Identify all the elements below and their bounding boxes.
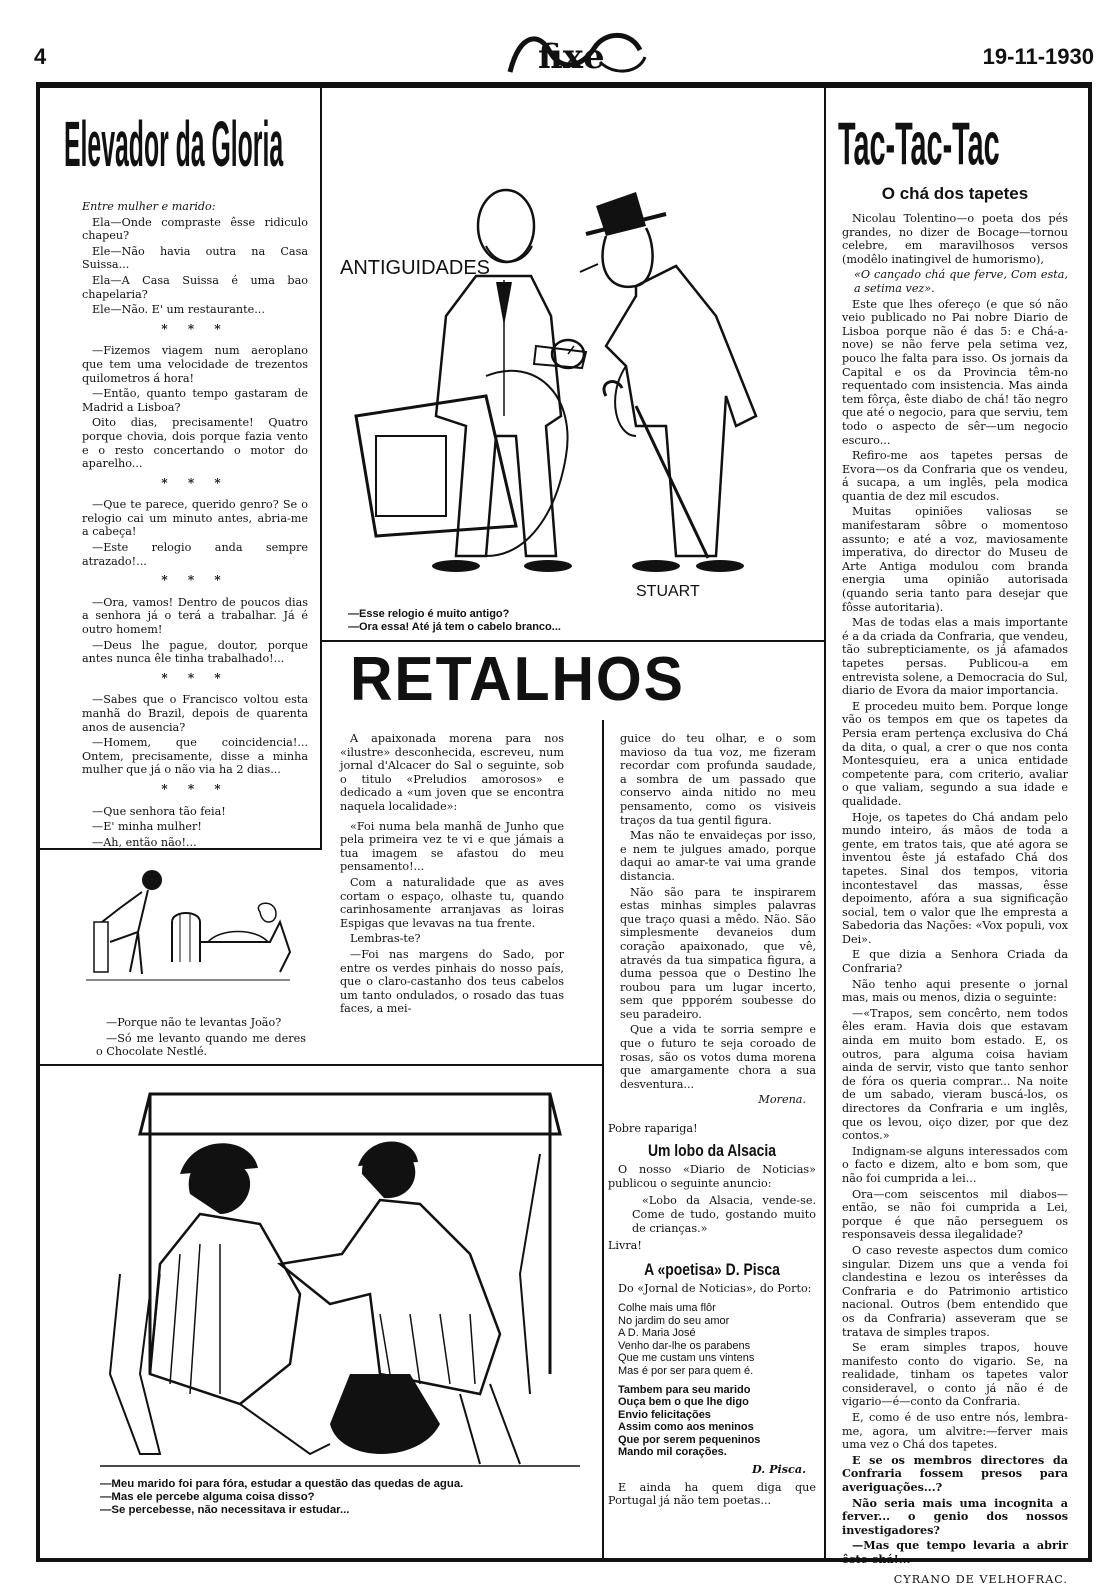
retalhos-col2 [620,732,816,1107]
paragraph: —Sabes que o Francisco voltou esta manhã do Brazil, depois de quarenta anos de ausencia? [82,693,308,734]
waterfall-caption-line: —Meu marido foi para fóra, estudar a questão das quedas de agua. [100,1478,464,1490]
paragraph: —Que te parece, querido genro? Se o relogio cai um minuto antes, abria-me a cabeça! [82,498,308,539]
verse-line: Que me custam uns vintens [618,1352,755,1365]
poem-stanza-1 [618,1302,816,1378]
paragraph: Refiro-me aos tapetes persas de Evora—os da Confraria que os vendeu, á sucapa, a um inglês, pela modica quantia de dez mil escudos. [842,449,1068,503]
paragraph: O caso reveste aspectos dum comico singular. Dizem uns que a venda foi clandestina e lezou os interêsses da Confraria e do Patrimonio artistico nacional. Outros (bem entendido que os da Confraria) asseveram que se tratava de simples trapos. [842,1243,1068,1339]
tactac-text [842,212,1068,1586]
paragraph: Este que lhes ofereço (e que só não veio publicado no Pai nobre Diario de Lisboa porque não é das 5: e Chá-a-nove) se não ferve pela setima vez, pouco lhe falta para isso. Os jornais da Capital e os da Provincia têm-no requentado com insistencia. Mas ainda tem fôrça, êste diabo de chá! tão negro que até o negocio, para que serviu, tem todo o aspecto de sêr—um negocio escuro... [842,297,1068,447]
paragraph: Entre mulher e marido: [82,200,216,213]
paragraph: Hoje, os tapetes do Chá andam pelo mundo inteiro, ás mãos de toda a gente, em tratos tais, que até agora se inventou êste já estafado Chá dos tapetes. Sinal dos tempos, vitoria incontestavel das massas, êsse depoimento, afóra a sua significação social, tem o valor que lhe empresta a Sabedoria das Nações: «Vox populi, vox Dei». [842,810,1068,946]
tactac-signature: CYRANO DE VELHOFRAC. [893,1572,1068,1586]
elevador-text [82,200,308,851]
verse-line: Colhe mais uma flôr [618,1301,716,1314]
paragraph: Com a naturalidade que as aves cortam o espaço, olhaste tu, quando carinhosamente arranjavas as loiras Espigas que levavas na tua frente. [340,875,564,930]
paragraph: Se eram simples trapos, houve manifesto conto do vigario. Se, na realidade, tinham os tapetes valor consideravel, o conto já não é de vigario—é—conto da Confraria. [842,1341,1068,1409]
page-number: 4 [34,44,47,69]
paragraph: E se os membros directores da Confraria fossem presos para averiguações...? [842,1452,1068,1495]
poetisa-title: A «poetisa» D. Pisca [644,1259,780,1279]
divider-retalhos-top [322,640,824,642]
retalhos-col1 [340,732,564,1018]
verse-line: Envio felicitações [618,1408,711,1421]
paragraph: —Este relogio anda sempre atrazado!... [82,541,308,568]
verse-line: A D. Maria José [618,1327,696,1340]
divider-left [320,88,322,848]
closing-line: E ainda ha quem diga que Portugal já não tem poetas... [608,1480,816,1508]
paragraph: Muitas opiniões valiosas se manifestaram sôbre o momentoso assunto; e até a voz, maviosamente imperativa, do director do Museu de Arte Antiga modulou com branda energia uma opinião autorisada (quando seria tanto para desejar que fôsse autoritaria). [842,505,1068,614]
paragraph: —«Trapos, sem concêrto, nem todos êles eram. Havia dois que estavam ainda em muito bom estado. E, os outros, para alguma coisa haviam ainda de servir, visto que tanto senhor de fóra os queria comprar... Na noite de um sabado, vieram buscá-los, os directores da Confraria e um inglês, que os levou, oiço dizer, por que dez contos.» [842,1006,1068,1143]
paragraph: Ela—A Casa Suissa é uma bao chapelaria? [82,273,308,301]
antique-caption-line: —Esse relogio é muito antigo? [348,608,510,620]
divider-right [824,88,826,1558]
paragraph: Ora—com seiscentos mil diabos—então, se não foi cumprida a Lei, porque é que não perseguem os responsaveis dessa ilegalidade? [842,1187,1068,1242]
paragraph: —Que senhora tão feia! [92,804,226,818]
waterfall-caption-line: —Se percebesse, não necessitava ir estudar... [100,1504,350,1516]
signature-pisca: D. Pisca. [751,1462,806,1477]
paragraph: Nicolau Tolentino—o poeta dos pés grandes, no dizer de Bocage—tornou celebre, em maravilhosos versos (modêlo inatingivel de humorismo), [842,212,1068,266]
bed-cartoon [80,862,300,1012]
livra-line: Livra! [608,1239,642,1253]
lobo-quote: «Lobo da Alsacia, vende-se. Come de tudo, gostando muito de crianças.» [632,1194,816,1235]
paragraph: —Ora, vamos! Dentro de poucos dias a senhora já o terá a trabalhar. Já é outro homem! [82,595,308,637]
verse-line: Mas é por ser para quem é. [618,1364,754,1377]
separator-stars: * * * [161,781,229,796]
waterfall-cartoon [80,1074,590,1474]
separator-stars: * * * [161,321,229,336]
verse-line: Ouça bem o que lhe digo [618,1396,749,1409]
verse-line: Que por serem pequeninos [618,1433,761,1446]
signature-morena: Morena. [758,1093,806,1107]
separator-stars: * * * [161,475,229,490]
verse-line: Venho dar-lhe os parabens [618,1339,751,1352]
paragraph: Mas de todas elas a mais importante é a da criada da Confraria, que vendeu, tão subrepticiamente, os já afamados tapetes persas. Publicou-a em entrevista solene, a Democracia do Sul, diario de Evora da maior importancia. [842,616,1068,698]
retalhos-title: RETALHOS [350,645,685,714]
lobo-title: Um lobo da Alsacia [647,1140,777,1160]
antique-caption-line: —Ora essa! Até já tem o cabelo branco... [348,621,561,633]
paragraph: —E' minha mulher! [92,820,202,834]
verse-line: Assim como aos meninos [618,1421,754,1434]
paragraph: E, como é de uso entre nós, lembra-me, agora, um alvitre:—ferver mais uma vez o Chá dos tapetes. [842,1411,1068,1452]
antique-cartoon [336,96,816,606]
paragraph: Não seria mais uma incognita a ferver... o genio dos nossos investigadores? [842,1495,1068,1537]
verse-line: Tambem para seu marido [618,1383,751,1396]
verse-line: No jardim do seu amor [618,1314,730,1327]
paragraph: Indignam-se alguns interessados com o facto e dizem, alto e bom som, que não foi cumprida a lei... [842,1144,1068,1185]
cartoon-signature: STUART [636,583,700,600]
divider-retalhos-mid [602,720,604,1558]
fixe-logo [500,22,650,82]
antique-caption [348,608,818,634]
waterfall-caption [100,1478,596,1517]
poetisa-intro: Do «Jornal de Noticias», do Porto: [618,1282,812,1296]
paragraph: —Deus lhe pague, doutor, porque antes nunca êle tinha trabalhado!... [82,638,308,666]
paragraph: A apaixonada morena para nos «ilustre» desconhecida, escreveu, num jornal d'Alcacer do Sal o seguinte, sob o titulo «Preludios amorosos» e dedicado a «um joven que se encontra naquela localidade»: [340,732,564,813]
page-date: 19-11-1930 [982,44,1094,69]
logo-text: fixe [538,37,605,77]
paragraph: Não tenho aqui presente o jornal mas, mais ou menos, dizia o seguinte: [842,977,1068,1005]
sign-text: ANTIGUIDADES [340,257,491,279]
paragraph: Que a vida te sorria sempre e que o futuro te seja coroado de rosas, são os votos duma morena que amargamente chora a sua desventura... [620,1023,816,1091]
paragraph: E que dizia a Senhora Criada da Confraria? [842,948,1068,976]
lobo-intro: O nosso «Diario de Noticias» publicou o seguinte anuncio: [608,1163,816,1190]
paragraph: —Fizemos viagem num aeroplano que tem uma velocidade de trezentos quilometros á hora! [82,344,308,385]
waterfall-caption-line: —Mas ele percebe alguma coisa disso? [100,1491,315,1503]
poem-stanza-2 [618,1384,816,1460]
paragraph: Mas não te envaideças por isso, e nem te julgues amado, porque daqui ao amar-te vai uma grande distancia. [620,829,816,883]
separator-stars: * * * [161,573,229,588]
paragraph: —Homem, que coincidencia!... Ontem, precisamente, disse a minha mulher que já o não via ha 2 dias... [82,736,308,777]
divider-bottom-cartoon [40,1064,602,1066]
retalhos-lower [608,1122,816,1510]
paragraph: Lembras-te? [350,932,421,946]
paragraph: «O cançado chá que ferve, Com esta, a setima vez». [854,268,1068,295]
paragraph: Ela—Onde compraste êsse ridiculo chapeu? [82,215,308,243]
paragraph: «Foi numa bela manhã de Junho que pela primeira vez te vi e que jámais a tua imagem se afastou do meu pensamento!... [340,819,564,874]
tactac-subtitle: O chá dos tapetes [881,184,1029,203]
paragraph: Ele—Não havia outra na Casa Suissa... [82,244,308,272]
elevador-title: Elevador da Gloria [64,110,284,181]
pobre-line: Pobre rapariga! [608,1122,698,1135]
verse-line: Mando mil corações. [618,1446,727,1459]
paragraph: —Ah, então não!... [92,835,197,849]
paragraph: Ele—Não. E' um restaurante... [92,303,265,317]
tactac-title: Tac-Tac-Tac [838,112,1000,178]
paragraph: Não são para te inspirarem estas minhas simples palavras que traço quasi a mêdo. Não. São simplesmente devaneios dum coração apaixonado, que vê, através da tua simpatica figura, a duma pessoa que o Destino lhe roubou para um lugar incerto, sem que ppporém soubesse do seu paradeiro. [620,885,816,1021]
bed-caption-line: —Porque não te levantas João? [106,1016,282,1029]
paragraph: —Então, quanto tempo gastaram de Madrid a Lisboa? [82,387,308,414]
paragraph: E procedeu muito bem. Porque longe vão os tempos em que os tapetes da Persia eram pertença exclusiva do Chá da dita, o qual, a crer o que nos conta Montesquieu, era a unica entidade competente para, com criterio, avaliar o que valiam, segundo a sua idade e qualidade. [842,699,1068,808]
separator-stars: * * * [161,670,229,685]
paragraph: guice do teu olhar, e o som mavioso da tua voz, me fizeram recordar com profunda saudade, a sombra de um passado que conservo ainda nitido no meu pensamento, como os visiveis traços da tua gentil figura. [620,732,816,827]
paragraph: Oito dias, precisamente! Quatro porque chovia, dois porque fazia vento e o resto concertando o motor do aparelho... [82,416,308,471]
paragraph: —Mas que tempo levaria a abrir êste chá!... [842,1538,1068,1566]
bed-caption [96,1016,306,1061]
paragraph: —Foi nas margens do Sado, por entre os verdes pinhais do nosso país, que o claro-castanho dos teus cabelos um tanto ondulados, o rosado das tuas faces, a mei- [340,947,564,1016]
bed-caption-line: —Só me levanto quando me deres o Chocolate Nestlé. [96,1031,306,1059]
